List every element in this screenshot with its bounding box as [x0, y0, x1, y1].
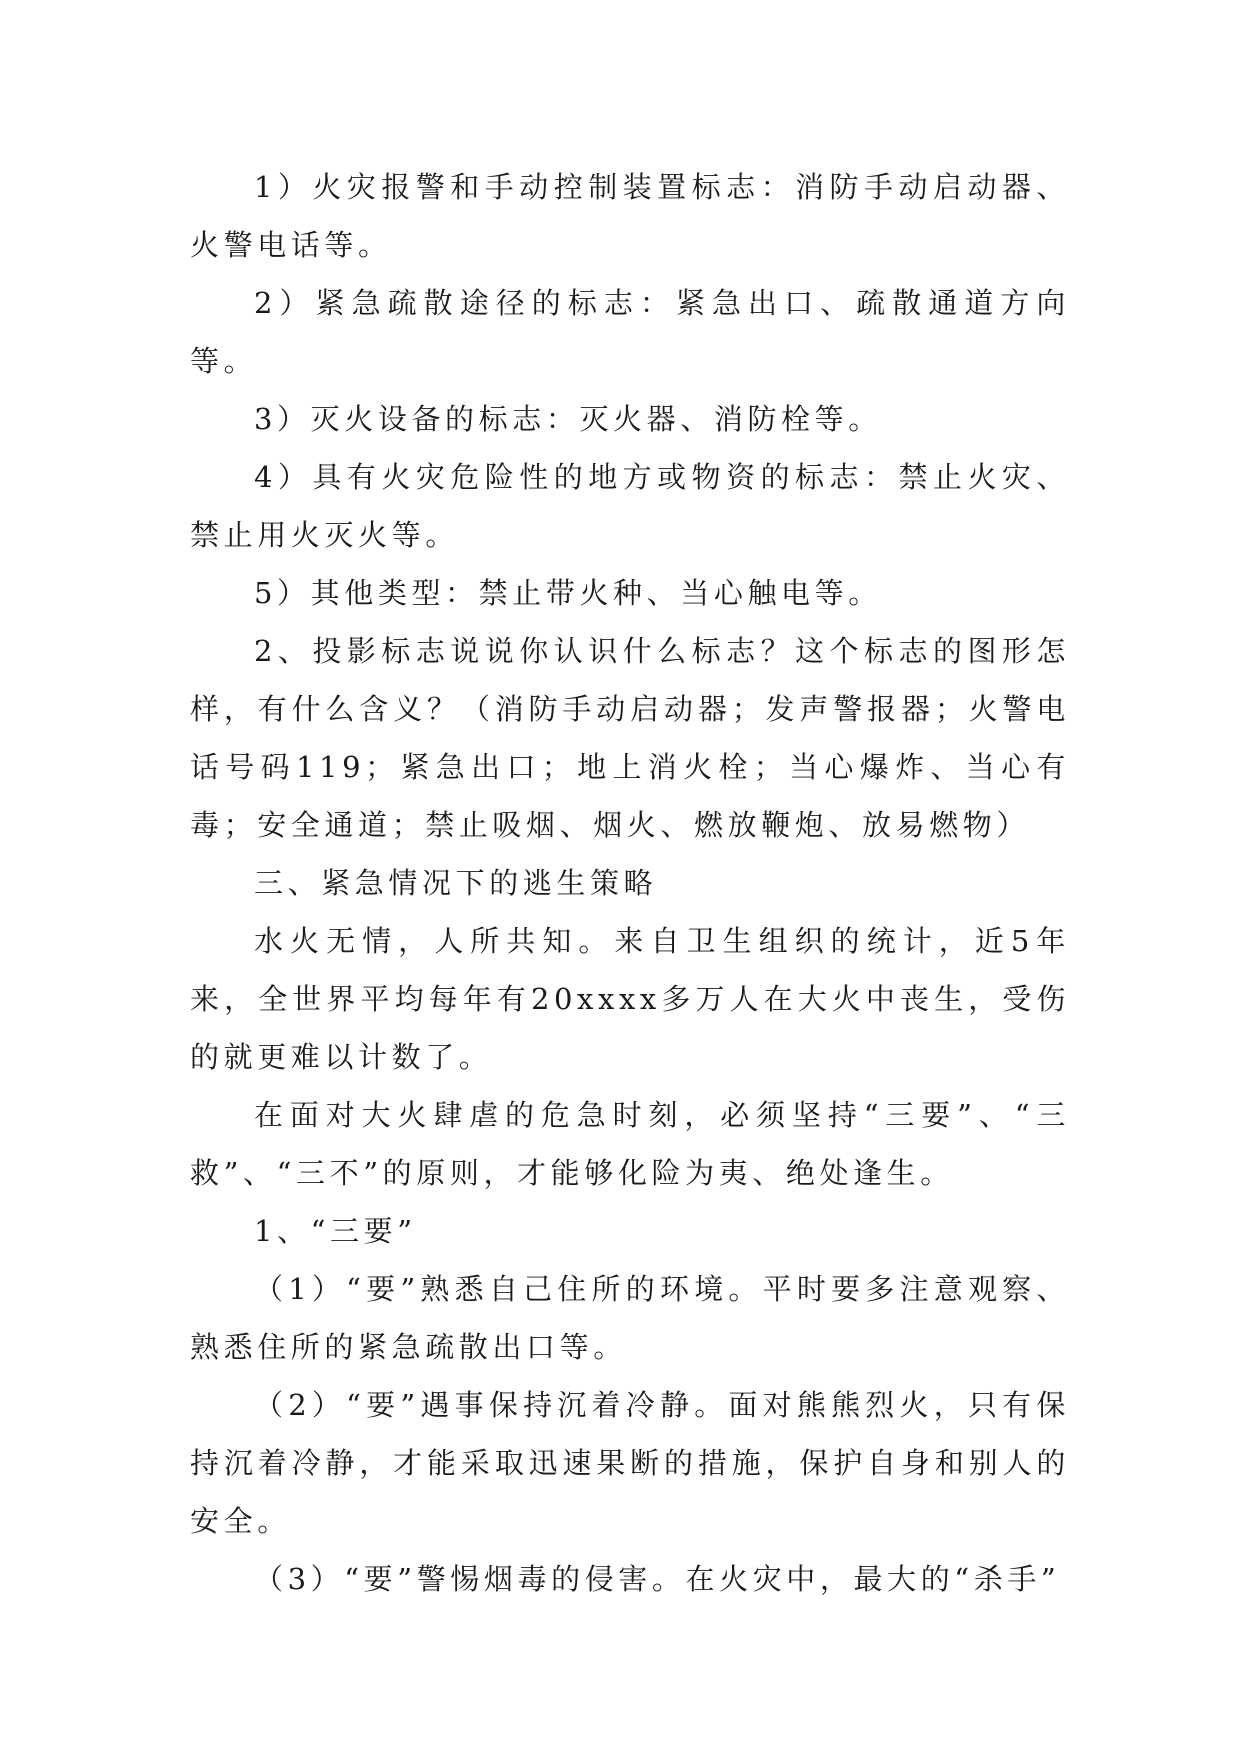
paragraph-sign-other: 5）其他类型：禁止带火种、当心触电等。 — [254, 576, 882, 610]
paragraph-projection-signs: 2、投影标志说说你认识什么标志？这个标志的图形怎样，有什么含义？（消防手动启动器；发声警报器；火警电话号码119；紧急出口；地上消火栓；当心爆炸、当心有毒；安全通道；禁止吸烟、烟火、燃放鞭炮、放易燃物） — [190, 634, 1070, 842]
paragraph-must-2: （2）“要”遇事保持沉着冷静。面对熊熊烈火，只有保持沉着冷静，才能采取迅速果断的措施，保护自身和别人的安全。 — [190, 1388, 1070, 1538]
document-body — [190, 158, 1070, 1608]
paragraph-sign-hazard: 4）具有火灾危险性的地方或物资的标志：禁止火灾、禁止用火灭火等。 — [190, 460, 1070, 552]
paragraph-sign-evacuation: 2）紧急疏散途径的标志：紧急出口、疏散通道方向等。 — [190, 286, 1070, 378]
paragraph-statistics: 水火无情，人所共知。来自卫生组织的统计，近5年来，全世界平均每年有20xxxx多万人在大火中丧生，受伤的就更难以计数了。 — [190, 924, 1070, 1074]
paragraph-sign-extinguisher: 3）灭火设备的标志：灭火器、消防栓等。 — [254, 402, 882, 436]
paragraph-must-1: （1）“要”熟悉自己住所的环境。平时要多注意观察、熟悉住所的紧急疏散出口等。 — [190, 1272, 1070, 1364]
paragraph-sign-alarm: 1）火灾报警和手动控制装置标志：消防手动启动器、火警电话等。 — [190, 170, 1070, 262]
paragraph-must-3: （3）“要”警惕烟毒的侵害。在火灾中，最大的“杀手” — [254, 1562, 1061, 1596]
section-heading-escape: 三、紧急情况下的逃生策略 — [254, 866, 658, 900]
paragraph-principles: 在面对大火肆虐的危急时刻，必须坚持“三要”、“三救”、“三不”的原则，才能够化险为夷、绝处逢生。 — [190, 1098, 1070, 1190]
subheading-three-musts: 1、“三要” — [254, 1214, 417, 1248]
